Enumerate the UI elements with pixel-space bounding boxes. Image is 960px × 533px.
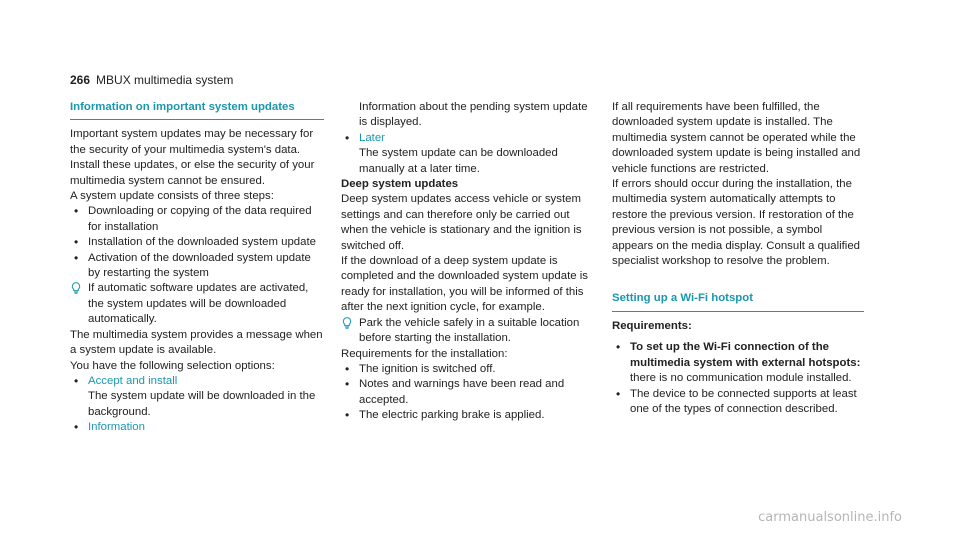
list-item: • Notes and warnings have been read and accepted. <box>341 377 589 408</box>
note-text: Park the vehicle safely in a suitable location before starting the installation. <box>359 316 580 345</box>
page-header <box>70 73 233 87</box>
list-item: • Downloading or copying of the data required for installation <box>70 204 324 235</box>
options-list <box>70 374 324 389</box>
options-list-3 <box>341 131 589 146</box>
option-accept-install <box>70 374 324 389</box>
requirements-heading: Requirements: <box>612 319 692 332</box>
accept-and-install-link[interactable]: Accept and install <box>88 374 178 387</box>
errors-paragraph: If errors should occur during the installation, the multimedia system automatically attempts to restore the previous version. If restoration of the previous version is not possible, a symbol appears on the media display. Consult a qualified specialist workshop to resolve the problem. <box>612 178 861 268</box>
option-information <box>70 420 324 435</box>
page-number: 266 <box>70 73 91 87</box>
note-text: If automatic software updates are activated, the system updates will be downloaded automatically. <box>88 282 309 326</box>
list-item: • Activation of the downloaded system update by restarting the system <box>70 251 324 282</box>
section-title-system-updates: Information on important system updates <box>70 100 324 120</box>
requirement-text: there is no communication module installed. <box>630 372 852 385</box>
requirements-list <box>341 362 589 424</box>
column-3 <box>612 100 864 417</box>
note-park-vehicle <box>341 316 589 347</box>
section-title-wifi-hotspot: Setting up a Wi-Fi hotspot <box>612 291 864 311</box>
list-item: • Installation of the downloaded system update <box>70 235 324 250</box>
requirements-intro: Requirements for the installation: <box>341 347 508 360</box>
note-icon <box>341 317 353 329</box>
deep-updates-heading: Deep system updates <box>341 178 459 191</box>
option-information-desc: Information about the pending system update is displayed. <box>359 101 588 129</box>
column-1 <box>70 100 324 436</box>
intro-paragraph: Important system updates may be necessary for the security of your multimedia system's data. Install these updates, or else the security of your multimedia system cannot be ensured. <box>70 128 315 187</box>
wifi-requirements-list <box>612 340 864 417</box>
requirement-bold-text: To set up the Wi-Fi connection of the multimedia system with external hotspots: <box>630 341 861 369</box>
options-intro: You have the following selection options: <box>70 359 275 372</box>
list-item: • The ignition is switched off. <box>341 362 589 377</box>
options-list-2 <box>70 420 324 435</box>
deep-updates-paragraph: Deep system updates access vehicle or system settings and can therefore only be carried out when the vehicle is stationary and the ignition is switched off. <box>341 193 582 252</box>
later-link[interactable]: Later <box>359 131 385 144</box>
steps-list <box>70 204 324 281</box>
option-accept-desc: The system update will be downloaded in the background. <box>88 390 316 418</box>
installation-paragraph: If all requirements have been fulfilled, the downloaded system update is installed. The multimedia system cannot be operated while the downloaded system update is being installed and vehicle functions are restricted. <box>612 101 861 175</box>
list-item <box>612 340 864 386</box>
message-paragraph: The multimedia system provides a message when a system update is available. <box>70 328 323 357</box>
list-item: • The electric parking brake is applied. <box>341 408 589 423</box>
information-link[interactable]: Information <box>88 421 145 434</box>
watermark: carmanualsonline.info <box>758 510 902 525</box>
option-later <box>341 131 589 146</box>
list-item: • The device to be connected supports at least one of the types of connection described. <box>612 387 864 418</box>
deep-updates-paragraph-2: If the download of a deep system update is completed and the downloaded system update is ready for installation, you will be informed of this after the next ignition cycle, for example. <box>341 255 588 314</box>
note-icon <box>70 282 82 294</box>
chapter-title: MBUX multimedia system <box>96 73 234 87</box>
option-later-desc: The system update can be downloaded manually at a later time. <box>359 147 558 175</box>
column-2 <box>341 100 589 424</box>
note-auto-updates <box>70 281 324 327</box>
steps-intro: A system update consists of three steps: <box>70 190 274 203</box>
